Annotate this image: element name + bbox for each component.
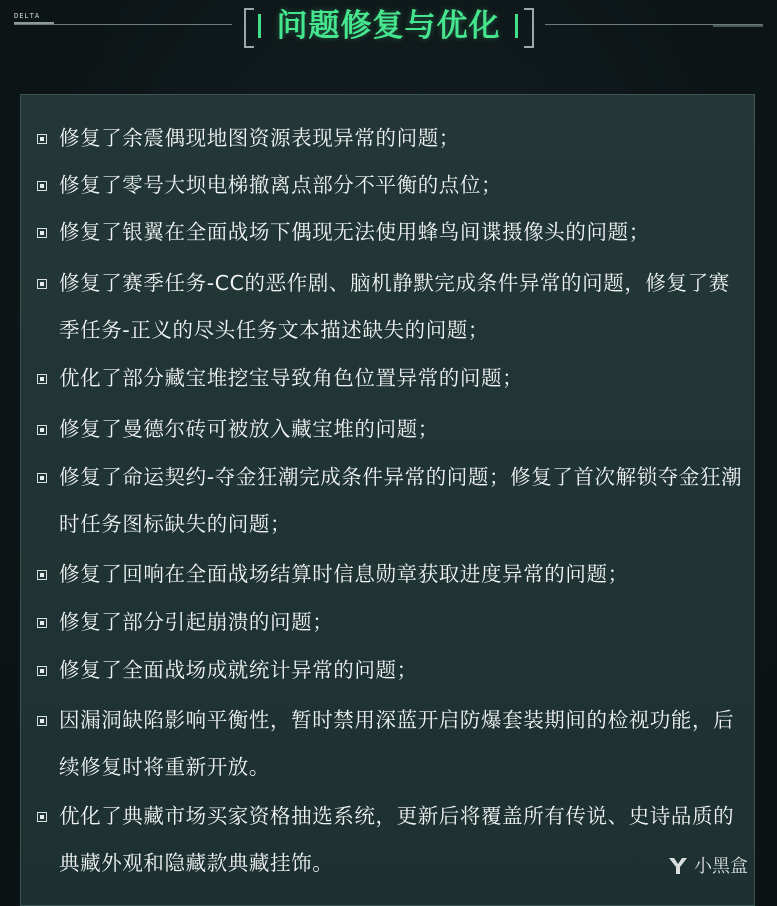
list-item-text: 因漏洞缺陷影响平衡性，暂时禁用深蓝开启防爆套装期间的检视功能，后续修复时将重新开放。 [59, 708, 735, 779]
bullet-icon [37, 374, 47, 384]
list-item-text: 修复了命运契约-夺金狂潮完成条件异常的问题；修复了首次解锁夺金狂潮时任务图标缺失的问题； [59, 465, 743, 536]
list-item-text: 修复了全面战场成就统计异常的问题； [59, 658, 418, 682]
page-title: 问题修复与优化 [276, 8, 501, 44]
bullet-icon [37, 228, 47, 238]
header [0, 0, 777, 60]
bullet-icon [37, 134, 47, 144]
list-item-text: 优化了部分藏宝堆挖宝导致角色位置异常的问题； [59, 366, 524, 390]
title-accent-bar-right [515, 14, 518, 38]
bullet-icon [37, 279, 47, 289]
bullet-icon [37, 181, 47, 191]
watermark-text: 小黑盒 [694, 856, 748, 877]
bullet-icon [37, 716, 47, 726]
list-item-text: 修复了银翼在全面战场下偶现无法使用蜂鸟间谍摄像头的问题； [59, 220, 650, 244]
list-item-text: 修复了曼德尔砖可被放入藏宝堆的问题； [59, 417, 439, 441]
title-accent-bar-left [258, 14, 261, 38]
title-bracket-right [524, 8, 534, 48]
bullet-icon [37, 425, 47, 435]
brand-text: DELTA [14, 12, 41, 20]
brand-mark [14, 12, 46, 20]
list-item-text: 修复了部分引起崩溃的问题； [59, 610, 334, 634]
list-item-text: 修复了零号大坝电梯撤离点部分不平衡的点位； [59, 173, 503, 197]
header-line-left [14, 24, 232, 25]
header-line-right [545, 24, 763, 25]
heybox-logo-icon [666, 854, 690, 878]
watermark [666, 852, 766, 882]
content-panel [20, 94, 755, 906]
bullet-icon [37, 473, 47, 483]
bullet-icon [37, 812, 47, 822]
list-item-text: 修复了赛季任务-CC的恶作剧、脑机静默完成条件异常的问题，修复了赛季任务-正义的尽头任务文本描述缺失的问题； [59, 271, 730, 342]
list-item-text: 修复了回响在全面战场结算时信息勋章获取进度异常的问题； [59, 562, 629, 586]
bullet-icon [37, 666, 47, 676]
bullet-icon [37, 570, 47, 580]
title-bracket-left [244, 8, 254, 48]
bullet-icon [37, 618, 47, 628]
list-item-text: 优化了典藏市场买家资格抽选系统，更新后将覆盖所有传说、史诗品质的典藏外观和隐藏款典藏挂饰。 [59, 804, 735, 875]
list-item-text: 修复了余震偶现地图资源表现异常的问题； [59, 126, 460, 150]
